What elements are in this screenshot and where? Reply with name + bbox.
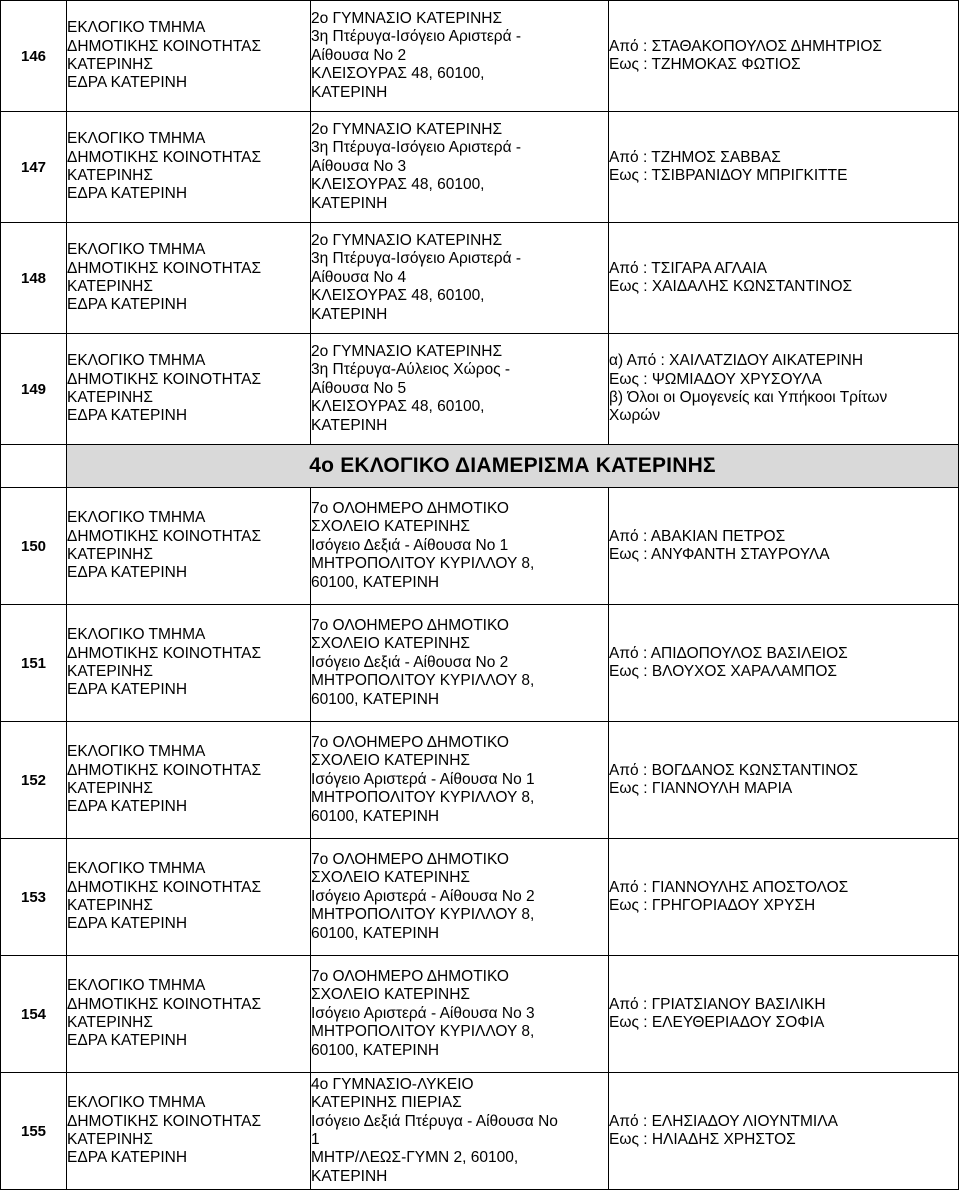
section-header-blank <box>1 445 67 488</box>
station-number: 150 <box>1 488 67 605</box>
voter-range: Από : ΤΣΙΓΑΡΑ ΑΓΛΑΙΑ Εως : ΧΑΙΔΑΛΗΣ ΚΩΝΣΤΑΝΤΙΝΟΣ <box>609 223 959 334</box>
station-section: ΕΚΛΟΓΙΚΟ ΤΜΗΜΑ ΔΗΜΟΤΙΚΗΣ ΚΟΙΝΟΤΗΤΑΣ ΚΑΤΕΡΙΝΗΣ ΕΔΡΑ ΚΑΤΕΡΙΝΗ <box>67 605 311 722</box>
voter-range: Από : ΣΤΑΘΑΚΟΠΟΥΛΟΣ ΔΗΜΗΤΡΙΟΣ Εως : ΤΖΗΜΟΚΑΣ ΦΩΤΙΟΣ <box>609 1 959 112</box>
station-section: ΕΚΛΟΓΙΚΟ ΤΜΗΜΑ ΔΗΜΟΤΙΚΗΣ ΚΟΙΝΟΤΗΤΑΣ ΚΑΤΕΡΙΝΗΣ ΕΔΡΑ ΚΑΤΕΡΙΝΗ <box>67 1 311 112</box>
table-row <box>1 722 959 839</box>
station-section: ΕΚΛΟΓΙΚΟ ΤΜΗΜΑ ΔΗΜΟΤΙΚΗΣ ΚΟΙΝΟΤΗΤΑΣ ΚΑΤΕΡΙΝΗΣ ΕΔΡΑ ΚΑΤΕΡΙΝΗ <box>67 112 311 223</box>
station-number: 146 <box>1 1 67 112</box>
station-location: 4ο ΓΥΜΝΑΣΙΟ-ΛΥΚΕΙΟ ΚΑΤΕΡΙΝΗΣ ΠΙΕΡΙΑΣ Ισόγειο Δεξιά Πτέρυγα - Αίθουσα Νο 1 ΜΗΤΡ/ΛΕΩΣ-ΓΥΜΝ 2, 60100, ΚΑΤΕΡΙΝΗ <box>311 1073 609 1190</box>
table-row <box>1 839 959 956</box>
voter-range: Από : ΒΟΓΔΑΝΟΣ ΚΩΝΣΤΑΝΤΙΝΟΣ Εως : ΓΙΑΝΝΟΥΛΗ ΜΑΡΙΑ <box>609 722 959 839</box>
station-location: 2ο ΓΥΜΝΑΣΙΟ ΚΑΤΕΡΙΝΗΣ 3η Πτέρυγα-Ισόγειο Αριστερά - Αίθουσα Νο 2 ΚΛΕΙΣΟΥΡΑΣ 48, 60100, ΚΑΤΕΡΙΝΗ <box>311 1 609 112</box>
station-location: 7ο ΟΛΟΗΜΕΡΟ ΔΗΜΟΤΙΚΟ ΣΧΟΛΕΙΟ ΚΑΤΕΡΙΝΗΣ Ισόγειο Δεξιά - Αίθουσα Νο 1 ΜΗΤΡΟΠΟΛΙΤΟΥ ΚΥΡΙΛΛΟΥ 8, 60100, ΚΑΤΕΡΙΝΗ <box>311 488 609 605</box>
station-location: 7ο ΟΛΟΗΜΕΡΟ ΔΗΜΟΤΙΚΟ ΣΧΟΛΕΙΟ ΚΑΤΕΡΙΝΗΣ Ισόγειο Αριστερά - Αίθουσα Νο 3 ΜΗΤΡΟΠΟΛΙΤΟΥ ΚΥΡΙΛΛΟΥ 8, 60100, ΚΑΤΕΡΙΝΗ <box>311 956 609 1073</box>
voter-range: Από : ΕΛΗΣΙΑΔΟΥ ΛΙΟΥΝΤΜΙΛΑ Εως : ΗΛΙΑΔΗΣ ΧΡΗΣΤΟΣ <box>609 1073 959 1190</box>
table-row <box>1 1073 959 1190</box>
station-number: 151 <box>1 605 67 722</box>
station-section: ΕΚΛΟΓΙΚΟ ΤΜΗΜΑ ΔΗΜΟΤΙΚΗΣ ΚΟΙΝΟΤΗΤΑΣ ΚΑΤΕΡΙΝΗΣ ΕΔΡΑ ΚΑΤΕΡΙΝΗ <box>67 722 311 839</box>
station-number: 149 <box>1 334 67 445</box>
station-number: 152 <box>1 722 67 839</box>
table-row <box>1 334 959 445</box>
station-section: ΕΚΛΟΓΙΚΟ ΤΜΗΜΑ ΔΗΜΟΤΙΚΗΣ ΚΟΙΝΟΤΗΤΑΣ ΚΑΤΕΡΙΝΗΣ ΕΔΡΑ ΚΑΤΕΡΙΝΗ <box>67 839 311 956</box>
station-number: 155 <box>1 1073 67 1190</box>
table-row <box>1 223 959 334</box>
station-number: 153 <box>1 839 67 956</box>
station-location: 2ο ΓΥΜΝΑΣΙΟ ΚΑΤΕΡΙΝΗΣ 3η Πτέρυγα-Αύλειος Χώρος - Αίθουσα Νο 5 ΚΛΕΙΣΟΥΡΑΣ 48, 60100, ΚΑΤΕΡΙΝΗ <box>311 334 609 445</box>
voter-range: Από : ΓΡΙΑΤΣΙΑΝΟΥ ΒΑΣΙΛΙΚΗ Εως : ΕΛΕΥΘΕΡΙΑΔΟΥ ΣΟΦΙΑ <box>609 956 959 1073</box>
section-header-row <box>1 445 959 488</box>
station-section: ΕΚΛΟΓΙΚΟ ΤΜΗΜΑ ΔΗΜΟΤΙΚΗΣ ΚΟΙΝΟΤΗΤΑΣ ΚΑΤΕΡΙΝΗΣ ΕΔΡΑ ΚΑΤΕΡΙΝΗ <box>67 956 311 1073</box>
table-row <box>1 488 959 605</box>
station-section: ΕΚΛΟΓΙΚΟ ΤΜΗΜΑ ΔΗΜΟΤΙΚΗΣ ΚΟΙΝΟΤΗΤΑΣ ΚΑΤΕΡΙΝΗΣ ΕΔΡΑ ΚΑΤΕΡΙΝΗ <box>67 488 311 605</box>
table-row <box>1 956 959 1073</box>
station-location: 2ο ΓΥΜΝΑΣΙΟ ΚΑΤΕΡΙΝΗΣ 3η Πτέρυγα-Ισόγειο Αριστερά - Αίθουσα Νο 3 ΚΛΕΙΣΟΥΡΑΣ 48, 60100, ΚΑΤΕΡΙΝΗ <box>311 112 609 223</box>
station-location: 7ο ΟΛΟΗΜΕΡΟ ΔΗΜΟΤΙΚΟ ΣΧΟΛΕΙΟ ΚΑΤΕΡΙΝΗΣ Ισόγειο Αριστερά - Αίθουσα Νο 1 ΜΗΤΡΟΠΟΛΙΤΟΥ ΚΥΡΙΛΛΟΥ 8, 60100, ΚΑΤΕΡΙΝΗ <box>311 722 609 839</box>
station-number: 154 <box>1 956 67 1073</box>
station-location: 7ο ΟΛΟΗΜΕΡΟ ΔΗΜΟΤΙΚΟ ΣΧΟΛΕΙΟ ΚΑΤΕΡΙΝΗΣ Ισόγειο Αριστερά - Αίθουσα Νο 2 ΜΗΤΡΟΠΟΛΙΤΟΥ ΚΥΡΙΛΛΟΥ 8, 60100, ΚΑΤΕΡΙΝΗ <box>311 839 609 956</box>
voter-range: Από : ΓΙΑΝΝΟΥΛΗΣ ΑΠΟΣΤΟΛΟΣ Εως : ΓΡΗΓΟΡΙΑΔΟΥ ΧΡΥΣΗ <box>609 839 959 956</box>
station-number: 148 <box>1 223 67 334</box>
station-section: ΕΚΛΟΓΙΚΟ ΤΜΗΜΑ ΔΗΜΟΤΙΚΗΣ ΚΟΙΝΟΤΗΤΑΣ ΚΑΤΕΡΙΝΗΣ ΕΔΡΑ ΚΑΤΕΡΙΝΗ <box>67 223 311 334</box>
table-row <box>1 112 959 223</box>
voter-range: α) Από : ΧΑΙΛΑΤΖΙΔΟΥ ΑΙΚΑΤΕΡΙΝΗ Εως : ΨΩΜΙΑΔΟΥ ΧΡΥΣΟΥΛΑ β) Όλοι οι Ομογενείς και Υπήκοοι Τρίτων Χωρών <box>609 334 959 445</box>
station-section: ΕΚΛΟΓΙΚΟ ΤΜΗΜΑ ΔΗΜΟΤΙΚΗΣ ΚΟΙΝΟΤΗΤΑΣ ΚΑΤΕΡΙΝΗΣ ΕΔΡΑ ΚΑΤΕΡΙΝΗ <box>67 334 311 445</box>
table-row <box>1 605 959 722</box>
table-row <box>1 1 959 112</box>
station-number: 147 <box>1 112 67 223</box>
section-header: 4ο ΕΚΛΟΓΙΚΟ ΔΙΑΜΕΡΙΣΜΑ ΚΑΤΕΡΙΝΗΣ <box>67 445 959 488</box>
voter-range: Από : ΑΠΙΔΟΠΟΥΛΟΣ ΒΑΣΙΛΕΙΟΣ Εως : ΒΛΟΥΧΟΣ ΧΑΡΑΛΑΜΠΟΣ <box>609 605 959 722</box>
station-location: 2ο ΓΥΜΝΑΣΙΟ ΚΑΤΕΡΙΝΗΣ 3η Πτέρυγα-Ισόγειο Αριστερά - Αίθουσα Νο 4 ΚΛΕΙΣΟΥΡΑΣ 48, 60100, ΚΑΤΕΡΙΝΗ <box>311 223 609 334</box>
station-location: 7ο ΟΛΟΗΜΕΡΟ ΔΗΜΟΤΙΚΟ ΣΧΟΛΕΙΟ ΚΑΤΕΡΙΝΗΣ Ισόγειο Δεξιά - Αίθουσα Νο 2 ΜΗΤΡΟΠΟΛΙΤΟΥ ΚΥΡΙΛΛΟΥ 8, 60100, ΚΑΤΕΡΙΝΗ <box>311 605 609 722</box>
voter-range: Από : ΑΒΑΚΙΑΝ ΠΕΤΡΟΣ Εως : ΑΝΥΦΑΝΤΗ ΣΤΑΥΡΟΥΛΑ <box>609 488 959 605</box>
voter-range: Από : ΤΖΗΜΟΣ ΣΑΒΒΑΣ Εως : ΤΣΙΒΡΑΝΙΔΟΥ ΜΠΡΙΓΚΙΤΤΕ <box>609 112 959 223</box>
station-section: ΕΚΛΟΓΙΚΟ ΤΜΗΜΑ ΔΗΜΟΤΙΚΗΣ ΚΟΙΝΟΤΗΤΑΣ ΚΑΤΕΡΙΝΗΣ ΕΔΡΑ ΚΑΤΕΡΙΝΗ <box>67 1073 311 1190</box>
